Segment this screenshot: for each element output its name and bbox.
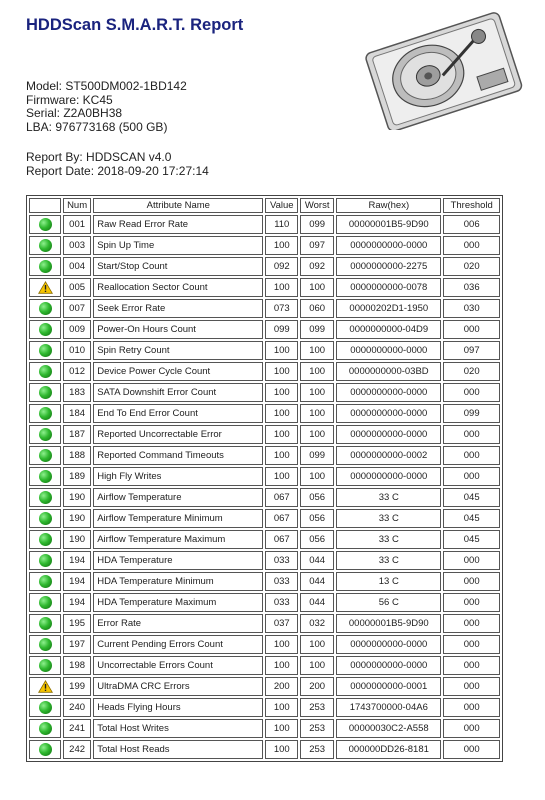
- attribute-name: Start/Stop Count: [93, 257, 263, 276]
- attribute-threshold: 045: [443, 530, 500, 549]
- attribute-value: 099: [265, 320, 298, 339]
- header-attribute-name: Attribute Name: [93, 198, 263, 213]
- attribute-raw: 0000000000-0001: [336, 677, 441, 696]
- attribute-raw: 0000000000-0000: [336, 635, 441, 654]
- attribute-raw: 1743700000-04A6: [336, 698, 441, 717]
- attribute-threshold: 045: [443, 509, 500, 528]
- attribute-value: 100: [265, 278, 298, 297]
- attribute-name: Raw Read Error Rate: [93, 215, 263, 234]
- attribute-worst: 100: [300, 635, 334, 654]
- model-line: Model: ST500DM002-1BD142: [26, 79, 187, 93]
- status-cell: [29, 383, 61, 402]
- green-status-icon: [39, 365, 52, 378]
- attribute-raw: 33 C: [336, 530, 441, 549]
- table-header-row: [29, 198, 500, 213]
- green-status-icon: [39, 449, 52, 462]
- attribute-num: 188: [63, 446, 91, 465]
- attribute-raw: 000000DD26-8181: [336, 740, 441, 759]
- header-worst: Worst: [300, 198, 334, 213]
- attribute-name: Spin Retry Count: [93, 341, 263, 360]
- green-status-icon: [39, 407, 52, 420]
- status-cell: [29, 257, 61, 276]
- attribute-name: HDA Temperature: [93, 551, 263, 570]
- header-value: Value: [265, 198, 298, 213]
- status-cell: [29, 656, 61, 675]
- attribute-worst: 099: [300, 446, 334, 465]
- attribute-value: 100: [265, 341, 298, 360]
- attribute-raw: 0000000000-2275: [336, 257, 441, 276]
- report-title: HDDScan S.M.A.R.T. Report: [26, 16, 244, 34]
- attribute-worst: 032: [300, 614, 334, 633]
- attribute-threshold: 099: [443, 404, 500, 423]
- table-row: [29, 593, 500, 612]
- attribute-name: Power-On Hours Count: [93, 320, 263, 339]
- green-status-icon: [39, 428, 52, 441]
- attribute-name: Airflow Temperature: [93, 488, 263, 507]
- attribute-threshold: 020: [443, 257, 500, 276]
- status-cell: [29, 740, 61, 759]
- attribute-num: 005: [63, 278, 91, 297]
- table-row: [29, 404, 500, 423]
- attribute-num: 190: [63, 488, 91, 507]
- attribute-name: Reported Command Timeouts: [93, 446, 263, 465]
- attribute-threshold: 000: [443, 635, 500, 654]
- attribute-worst: 100: [300, 656, 334, 675]
- lba-line: LBA: 976773168 (500 GB): [26, 119, 168, 134]
- header-status: [29, 198, 61, 213]
- attribute-threshold: 000: [443, 656, 500, 675]
- attribute-raw: 0000000000-0000: [336, 236, 441, 255]
- status-cell: [29, 572, 61, 591]
- attribute-num: 189: [63, 467, 91, 486]
- attribute-name: Airflow Temperature Minimum: [93, 509, 263, 528]
- status-cell: [29, 509, 61, 528]
- attribute-threshold: 000: [443, 740, 500, 759]
- attribute-name: High Fly Writes: [93, 467, 263, 486]
- attribute-threshold: 000: [443, 383, 500, 402]
- table-row: [29, 719, 500, 738]
- attribute-threshold: 036: [443, 278, 500, 297]
- attribute-num: 194: [63, 593, 91, 612]
- attribute-threshold: 000: [443, 614, 500, 633]
- attribute-value: 092: [265, 257, 298, 276]
- attribute-value: 073: [265, 299, 298, 318]
- green-status-icon: [39, 218, 52, 231]
- table-row: [29, 698, 500, 717]
- attribute-value: 100: [265, 236, 298, 255]
- attribute-num: 001: [63, 215, 91, 234]
- table-row: [29, 635, 500, 654]
- header-threshold: Threshold: [443, 198, 500, 213]
- status-cell: [29, 425, 61, 444]
- attribute-threshold: 000: [443, 593, 500, 612]
- table-row: [29, 614, 500, 633]
- green-status-icon: [39, 638, 52, 651]
- attribute-name: Airflow Temperature Maximum: [93, 530, 263, 549]
- attribute-name: UltraDMA CRC Errors: [93, 677, 263, 696]
- status-cell: [29, 446, 61, 465]
- green-status-icon: [39, 470, 52, 483]
- attribute-threshold: 000: [443, 551, 500, 570]
- attribute-worst: 100: [300, 425, 334, 444]
- attribute-value: 067: [265, 530, 298, 549]
- status-cell: [29, 698, 61, 717]
- status-cell: [29, 236, 61, 255]
- attribute-raw: 0000000000-0000: [336, 404, 441, 423]
- attribute-name: Heads Flying Hours: [93, 698, 263, 717]
- attribute-raw: 33 C: [336, 551, 441, 570]
- table-row: [29, 530, 500, 549]
- attribute-value: 100: [265, 656, 298, 675]
- attribute-threshold: 000: [443, 677, 500, 696]
- attribute-raw: 00000001B5-9D90: [336, 215, 441, 234]
- header-num: Num: [63, 198, 91, 213]
- attribute-num: 198: [63, 656, 91, 675]
- attribute-raw: 00000202D1-1950: [336, 299, 441, 318]
- green-status-icon: [39, 575, 52, 588]
- table-row: [29, 446, 500, 465]
- attribute-threshold: 000: [443, 467, 500, 486]
- attribute-value: 033: [265, 593, 298, 612]
- attribute-worst: 044: [300, 593, 334, 612]
- attribute-worst: 060: [300, 299, 334, 318]
- attribute-threshold: 030: [443, 299, 500, 318]
- attribute-threshold: 097: [443, 341, 500, 360]
- status-cell: [29, 362, 61, 381]
- attribute-worst: 056: [300, 488, 334, 507]
- green-status-icon: [39, 512, 52, 525]
- report-info: [26, 151, 209, 178]
- green-status-icon: [39, 743, 52, 756]
- attribute-raw: 0000000000-0078: [336, 278, 441, 297]
- table-row: [29, 677, 500, 696]
- status-cell: [29, 278, 61, 297]
- attribute-worst: 056: [300, 509, 334, 528]
- table-row: [29, 656, 500, 675]
- attribute-worst: 100: [300, 404, 334, 423]
- attribute-value: 100: [265, 404, 298, 423]
- attribute-raw: 0000000000-0002: [336, 446, 441, 465]
- attribute-name: HDA Temperature Minimum: [93, 572, 263, 591]
- attribute-worst: 100: [300, 467, 334, 486]
- status-cell: [29, 614, 61, 633]
- attribute-name: Reallocation Sector Count: [93, 278, 263, 297]
- table-row: [29, 299, 500, 318]
- report-date-line: Report Date: 2018-09-20 17:27:14: [26, 163, 209, 178]
- table-row: [29, 467, 500, 486]
- attribute-name: HDA Temperature Maximum: [93, 593, 263, 612]
- table-row: [29, 341, 500, 360]
- green-status-icon: [39, 659, 52, 672]
- table-row: [29, 236, 500, 255]
- attribute-worst: 253: [300, 740, 334, 759]
- hard-drive-icon: [355, 10, 525, 130]
- status-cell: [29, 530, 61, 549]
- attribute-raw: 33 C: [336, 488, 441, 507]
- attribute-num: 012: [63, 362, 91, 381]
- attribute-value: 033: [265, 572, 298, 591]
- attribute-threshold: 000: [443, 320, 500, 339]
- attribute-num: 195: [63, 614, 91, 633]
- attribute-name: Seek Error Rate: [93, 299, 263, 318]
- attribute-num: 240: [63, 698, 91, 717]
- table-row: [29, 320, 500, 339]
- green-status-icon: [39, 344, 52, 357]
- status-cell: [29, 635, 61, 654]
- attribute-worst: 092: [300, 257, 334, 276]
- attribute-worst: 100: [300, 362, 334, 381]
- green-status-icon: [39, 239, 52, 252]
- attribute-threshold: 000: [443, 572, 500, 591]
- status-cell: [29, 467, 61, 486]
- attribute-raw: 0000000000-0000: [336, 656, 441, 675]
- attribute-value: 100: [265, 383, 298, 402]
- attribute-value: 067: [265, 509, 298, 528]
- attribute-num: 241: [63, 719, 91, 738]
- attribute-worst: 200: [300, 677, 334, 696]
- attribute-threshold: 000: [443, 719, 500, 738]
- attribute-worst: 099: [300, 320, 334, 339]
- attribute-num: 187: [63, 425, 91, 444]
- attribute-value: 100: [265, 425, 298, 444]
- attribute-worst: 253: [300, 698, 334, 717]
- attribute-num: 010: [63, 341, 91, 360]
- table-row: [29, 215, 500, 234]
- attribute-worst: 100: [300, 383, 334, 402]
- green-status-icon: [39, 701, 52, 714]
- green-status-icon: [39, 323, 52, 336]
- table-row: [29, 278, 500, 297]
- table-row: [29, 740, 500, 759]
- attribute-num: 190: [63, 509, 91, 528]
- attribute-worst: 056: [300, 530, 334, 549]
- attribute-num: 242: [63, 740, 91, 759]
- attribute-raw: 00000030C2-A558: [336, 719, 441, 738]
- attribute-raw: 0000000000-04D9: [336, 320, 441, 339]
- attribute-value: 100: [265, 446, 298, 465]
- attribute-raw: 00000001B5-9D90: [336, 614, 441, 633]
- attribute-value: 100: [265, 719, 298, 738]
- attribute-name: Total Host Writes: [93, 719, 263, 738]
- attribute-value: 100: [265, 740, 298, 759]
- attribute-num: 007: [63, 299, 91, 318]
- status-cell: [29, 719, 61, 738]
- attribute-num: 194: [63, 551, 91, 570]
- attribute-raw: 56 C: [336, 593, 441, 612]
- status-cell: [29, 551, 61, 570]
- green-status-icon: [39, 386, 52, 399]
- attribute-value: 100: [265, 362, 298, 381]
- attribute-worst: 100: [300, 341, 334, 360]
- attribute-value: 033: [265, 551, 298, 570]
- attribute-value: 100: [265, 698, 298, 717]
- attribute-threshold: 006: [443, 215, 500, 234]
- status-cell: [29, 488, 61, 507]
- attribute-threshold: 000: [443, 425, 500, 444]
- attribute-raw: 13 C: [336, 572, 441, 591]
- attribute-name: Error Rate: [93, 614, 263, 633]
- header-raw: Raw(hex): [336, 198, 441, 213]
- attribute-worst: 044: [300, 572, 334, 591]
- attribute-threshold: 020: [443, 362, 500, 381]
- table-row: [29, 425, 500, 444]
- status-cell: [29, 593, 61, 612]
- attribute-num: 183: [63, 383, 91, 402]
- smart-attributes-table: [26, 195, 503, 762]
- attribute-name: Current Pending Errors Count: [93, 635, 263, 654]
- status-cell: [29, 320, 61, 339]
- attribute-threshold: 000: [443, 446, 500, 465]
- green-status-icon: [39, 617, 52, 630]
- table-row: [29, 257, 500, 276]
- table-row: [29, 572, 500, 591]
- attribute-threshold: 000: [443, 236, 500, 255]
- status-cell: [29, 677, 61, 696]
- attribute-raw: 0000000000-0000: [336, 341, 441, 360]
- attribute-num: 004: [63, 257, 91, 276]
- attribute-raw: 0000000000-0000: [336, 383, 441, 402]
- status-cell: [29, 215, 61, 234]
- status-cell: [29, 341, 61, 360]
- status-cell: [29, 299, 61, 318]
- attribute-worst: 044: [300, 551, 334, 570]
- table-row: [29, 383, 500, 402]
- attribute-threshold: 000: [443, 698, 500, 717]
- table-row: [29, 509, 500, 528]
- attribute-name: Total Host Reads: [93, 740, 263, 759]
- attribute-raw: 33 C: [336, 509, 441, 528]
- firmware-line: Firmware: KC45: [26, 92, 113, 107]
- table-row: [29, 362, 500, 381]
- attribute-num: 009: [63, 320, 91, 339]
- attribute-value: 100: [265, 635, 298, 654]
- green-status-icon: [39, 491, 52, 504]
- attribute-name: End To End Error Count: [93, 404, 263, 423]
- attribute-value: 067: [265, 488, 298, 507]
- attribute-worst: 097: [300, 236, 334, 255]
- status-cell: [29, 404, 61, 423]
- green-status-icon: [39, 596, 52, 609]
- attribute-raw: 0000000000-03BD: [336, 362, 441, 381]
- attribute-threshold: 045: [443, 488, 500, 507]
- table-row: [29, 551, 500, 570]
- table-row: [29, 488, 500, 507]
- attribute-num: 190: [63, 530, 91, 549]
- green-status-icon: [39, 302, 52, 315]
- green-status-icon: [39, 554, 52, 567]
- attribute-value: 200: [265, 677, 298, 696]
- attribute-value: 100: [265, 467, 298, 486]
- green-status-icon: [39, 533, 52, 546]
- green-status-icon: [39, 260, 52, 273]
- attribute-worst: 100: [300, 278, 334, 297]
- attribute-num: 194: [63, 572, 91, 591]
- green-status-icon: [39, 722, 52, 735]
- attribute-num: 184: [63, 404, 91, 423]
- serial-line: Serial: Z2A0BH38: [26, 106, 123, 121]
- attribute-raw: 0000000000-0000: [336, 467, 441, 486]
- warning-triangle-icon: [38, 281, 53, 294]
- attribute-name: Device Power Cycle Count: [93, 362, 263, 381]
- attribute-name: Uncorrectable Errors Count: [93, 656, 263, 675]
- attribute-raw: 0000000000-0000: [336, 425, 441, 444]
- warning-triangle-icon: [38, 680, 53, 693]
- attribute-value: 110: [265, 215, 298, 234]
- attribute-name: Reported Uncorrectable Error: [93, 425, 263, 444]
- attribute-num: 003: [63, 236, 91, 255]
- drive-info: [26, 80, 187, 134]
- attribute-num: 197: [63, 635, 91, 654]
- attribute-num: 199: [63, 677, 91, 696]
- attribute-worst: 253: [300, 719, 334, 738]
- attribute-name: SATA Downshift Error Count: [93, 383, 263, 402]
- attribute-worst: 099: [300, 215, 334, 234]
- attribute-name: Spin Up Time: [93, 236, 263, 255]
- attribute-value: 037: [265, 614, 298, 633]
- report-by-line: Report By: HDDSCAN v4.0: [26, 150, 172, 164]
